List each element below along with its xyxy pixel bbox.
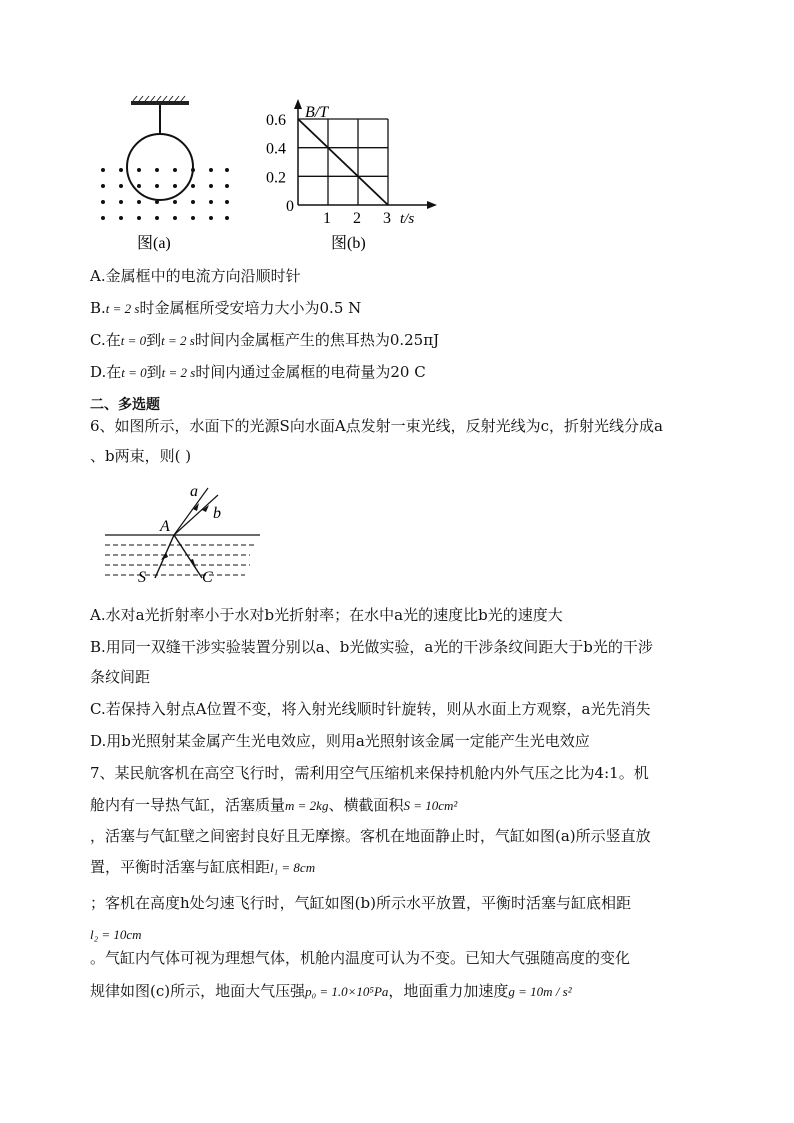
- x-tick-label: 3: [383, 210, 391, 227]
- q6-option-d: D.用b光照射某金属产生光电效应，则用a光照射该金属一定能产生光电效应: [90, 732, 590, 750]
- q7-line-2: 舱内有一导热气缸，活塞质量m = 2kg、横截面积S = 10cm²: [90, 796, 458, 814]
- magnetic-field-dots: [101, 168, 229, 220]
- field-dot: [209, 168, 213, 172]
- y-tick-label: 0.2: [266, 169, 286, 187]
- q6-option-a: A.水对a光折射率小于水对b光折射率；在水中a光的速度比b光的速度大: [90, 606, 563, 624]
- field-dot: [173, 168, 177, 172]
- label-S: S: [138, 569, 146, 586]
- y-axis-label: B/T: [305, 104, 329, 121]
- q7-line-5: ；客机在高度h处匀速飞行时，气缸如图(b)所示水平放置，平衡时活塞与缸底相距: [90, 894, 631, 912]
- q5-option-c: C.在t = 0到t = 2 s时间内金属框产生的焦耳热为0.25πJ: [90, 331, 440, 349]
- q7-line-4: 置，平衡时活塞与缸底相距l₁ = 8cm: [90, 858, 316, 876]
- label-C: C: [202, 569, 213, 586]
- q5-option-d: D.在t = 0到t = 2 s时间内通过金属框的电荷量为20 C: [90, 363, 426, 381]
- field-dot: [191, 168, 195, 172]
- x-axis-arrow: [427, 201, 437, 209]
- q5-option-b: B.t = 2 s时金属框所受安培力大小为0.5 N: [90, 299, 362, 317]
- origin-label: 0: [286, 198, 294, 215]
- label-b: b: [213, 505, 221, 522]
- field-dot: [173, 216, 177, 220]
- field-dot: [137, 216, 141, 220]
- reflected-arrow: [190, 559, 196, 568]
- field-dot: [119, 200, 123, 204]
- field-dot: [101, 168, 105, 172]
- field-dot: [225, 216, 229, 220]
- field-dot: [209, 216, 213, 220]
- y-tick-label: 0.6: [266, 112, 286, 129]
- q7-line-1: 7、某民航客机在高空飞行时，需利用空气压缩机来保持机舱内外气压之比为4:1。机: [90, 764, 649, 782]
- y-axis-arrow: [294, 99, 302, 109]
- label-a: a: [190, 483, 198, 500]
- field-dot: [101, 216, 105, 220]
- field-dot: [155, 216, 159, 220]
- refracted-ray-b: [174, 495, 218, 535]
- field-dot: [191, 216, 195, 220]
- field-dot: [101, 184, 105, 188]
- field-dot: [225, 184, 229, 188]
- figure-b-caption: 图(b): [331, 235, 366, 252]
- field-dot: [209, 200, 213, 204]
- q7-line-8: 规律如图(c)所示，地面大气压强p₀ = 1.0×10⁵Pa，地面重力加速度g = 10m / s²: [90, 982, 572, 1000]
- q6-option-c: C.若保持入射点A位置不变，将入射光线顺时针旋转，则从水面上方观察，a光先消失: [90, 700, 651, 718]
- y-tick-label: 0.4: [266, 140, 286, 158]
- q6-option-b-cont: 条纹间距: [90, 668, 151, 686]
- q7-line-7: 。气缸内气体可视为理想气体，机舱内温度可认为不变。已知大气强随高度的变化: [90, 949, 631, 967]
- q6-option-b: B.用同一双缝干涉实验装置分别以a、b光做实验，a光的干涉条纹间距大于b光的干涉: [90, 638, 653, 656]
- section-heading-multiple-choice: 二、多选题: [90, 397, 160, 413]
- q7-line-3: ，活塞与气缸壁之间密封良好且无摩擦。客机在地面静止时，气缸如图(a)所示竖直放: [90, 827, 651, 845]
- field-dot: [173, 200, 177, 204]
- x-tick-label: 2: [353, 210, 361, 227]
- q7-line-6: l₂ = 10cm: [90, 927, 142, 942]
- ceiling-bar: [131, 101, 189, 105]
- field-dot: [209, 184, 213, 188]
- field-dot: [155, 200, 159, 204]
- field-dot: [137, 184, 141, 188]
- q5-option-a: A.金属框中的电流方向沿顺时针: [90, 267, 301, 285]
- field-dot: [225, 168, 229, 172]
- field-dot: [137, 200, 141, 204]
- series-line-B: [298, 119, 388, 205]
- x-tick-label: 1: [323, 210, 331, 227]
- figure-a-diagram: [95, 95, 235, 255]
- q6-stem-line-2: 、b两束，则( ): [90, 447, 192, 465]
- field-dot: [119, 168, 123, 172]
- figure-b-chart: [255, 95, 455, 260]
- field-dot: [155, 184, 159, 188]
- q6-stem-line-1: 6、如图所示，水面下的光源S向水面A点发射一束光线，反射光线为c，折射光线分成a: [90, 417, 663, 435]
- incident-arrow: [161, 552, 168, 560]
- field-dot: [101, 200, 105, 204]
- water-dashes: [105, 545, 255, 575]
- field-dot: [191, 200, 195, 204]
- x-axis-label: t/s: [400, 211, 415, 227]
- label-A: A: [160, 518, 170, 535]
- field-dot: [119, 184, 123, 188]
- field-dot: [191, 184, 195, 188]
- metal-loop: [127, 134, 193, 200]
- q6-refraction-diagram: [100, 478, 280, 593]
- field-dot: [137, 168, 141, 172]
- reflected-ray-c: [174, 535, 202, 578]
- field-dot: [225, 200, 229, 204]
- field-dot: [119, 216, 123, 220]
- field-dot: [155, 168, 159, 172]
- field-dot: [173, 184, 177, 188]
- figure-a-caption: 图(a): [137, 235, 171, 252]
